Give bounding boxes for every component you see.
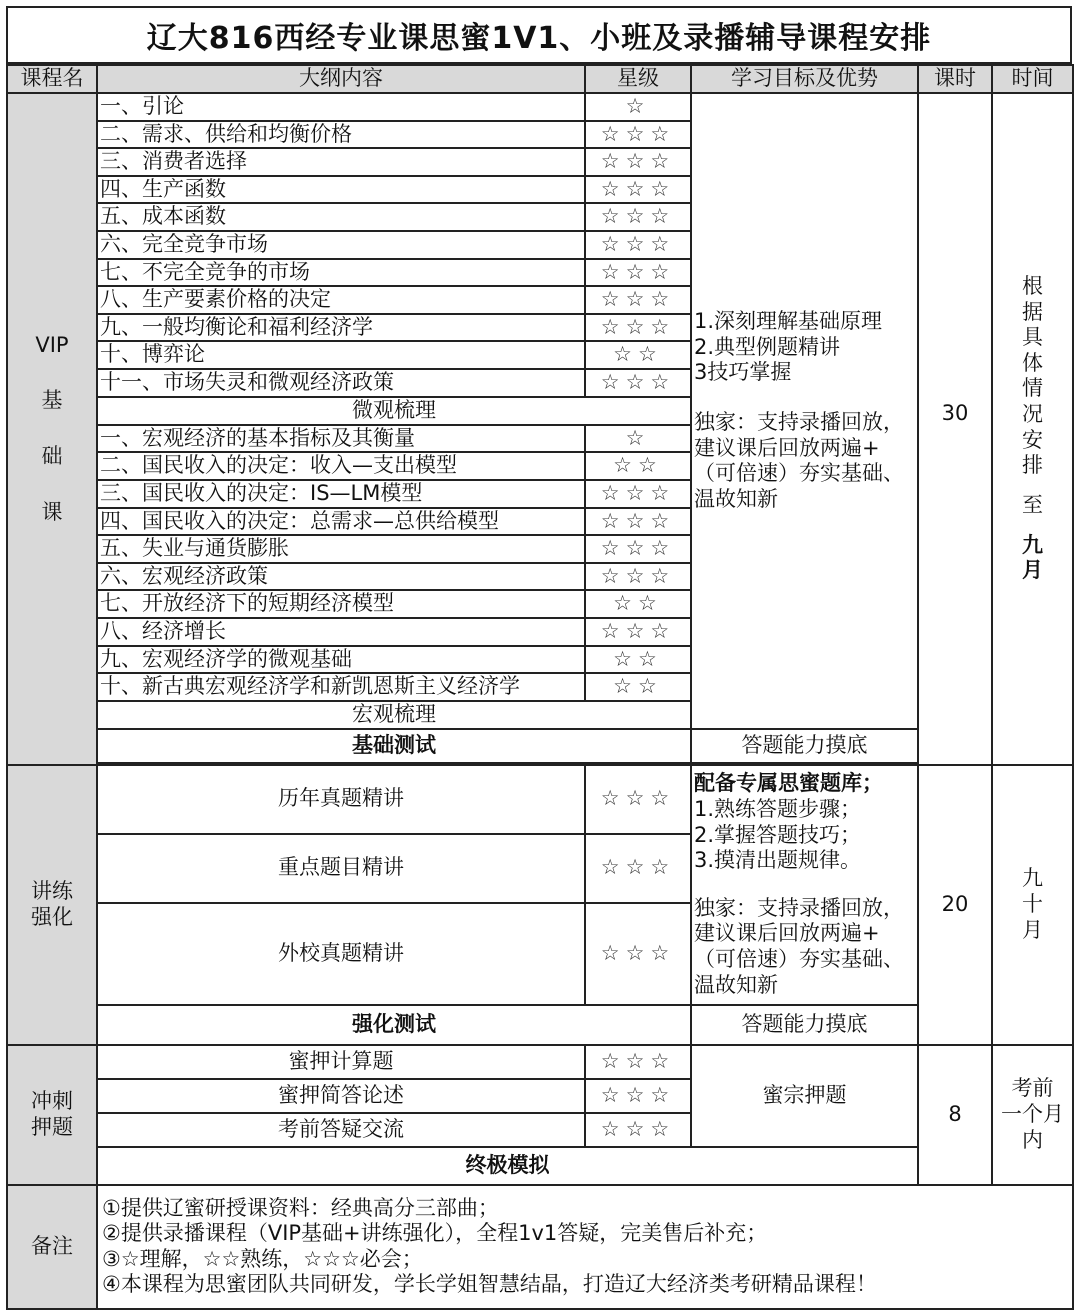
table-row — [7, 1045, 1073, 1079]
star-rating: ☆☆☆ — [585, 1079, 691, 1113]
notes-content — [97, 1185, 1073, 1309]
star-rating: ☆☆ — [585, 646, 691, 674]
header-course: 课程名 — [7, 65, 97, 93]
table-row — [7, 765, 1073, 834]
star-rating: ☆☆☆ — [585, 618, 691, 646]
vip-hours: 30 — [918, 93, 992, 765]
star-rating: ☆☆☆ — [585, 535, 691, 563]
practice-hours: 20 — [918, 765, 992, 1045]
topic-cell: 历年真题精讲 — [97, 765, 585, 834]
star-rating: ☆☆☆ — [585, 834, 691, 903]
star-rating: ☆☆ — [585, 590, 691, 618]
schedule-table — [6, 64, 1074, 1310]
topic-cell: 二、国民收入的决定：收入—支出模型 — [97, 452, 585, 480]
topic-cell: 八、生产要素价格的决定 — [97, 286, 585, 314]
star-rating: ☆☆ — [585, 673, 691, 701]
practice-time: 九 十 月 — [992, 765, 1073, 1045]
star-rating: ☆☆☆ — [585, 369, 691, 397]
practice-test-goal: 答题能力摸底 — [691, 1005, 918, 1045]
topic-cell: 重点题目精讲 — [97, 834, 585, 903]
notes-label: 备注 — [7, 1185, 97, 1309]
macro-summary-label: 宏观梳理 — [97, 701, 691, 729]
topic-cell: 六、完全竞争市场 — [97, 231, 585, 259]
topic-cell: 三、消费者选择 — [97, 148, 585, 176]
topic-cell: 八、经济增长 — [97, 618, 585, 646]
star-rating: ☆☆ — [585, 341, 691, 369]
topic-cell: 蜜押计算题 — [97, 1045, 585, 1079]
star-rating: ☆☆☆ — [585, 286, 691, 314]
section-sprint-name: 冲刺 押题 — [7, 1045, 97, 1185]
topic-cell: 十一、市场失灵和微观经济政策 — [97, 369, 585, 397]
page-title: 辽大816西经专业课思蜜1V1、小班及录播辅导课程安排 — [6, 6, 1072, 64]
star-rating: ☆☆☆ — [585, 1045, 691, 1079]
header-outline: 大纲内容 — [97, 65, 585, 93]
star-rating: ☆☆☆ — [585, 121, 691, 149]
topic-cell: 五、成本函数 — [97, 203, 585, 231]
star-rating: ☆☆☆ — [585, 765, 691, 834]
note-line: ③☆理解，☆☆熟练，☆☆☆必会； — [102, 1246, 423, 1271]
star-rating: ☆ — [585, 93, 691, 121]
star-rating: ☆☆☆ — [585, 1113, 691, 1147]
basic-test-goal: 答题能力摸底 — [691, 729, 918, 763]
header-hours: 课时 — [918, 65, 992, 93]
section-vip-name: VIP 基 础 课 — [7, 93, 97, 765]
sprint-hours: 8 — [918, 1045, 992, 1185]
table-row — [7, 1005, 1073, 1045]
topic-cell: 七、不完全竞争的市场 — [97, 259, 585, 287]
topic-cell: 蜜押简答论述 — [97, 1079, 585, 1113]
sprint-time: 考前 一个月 内 — [992, 1045, 1073, 1185]
topic-cell: 考前答疑交流 — [97, 1113, 585, 1147]
practice-test: 强化测试 — [97, 1005, 691, 1045]
topic-cell: 十、博弈论 — [97, 341, 585, 369]
star-rating: ☆☆☆ — [585, 314, 691, 342]
star-rating: ☆ — [585, 425, 691, 453]
notes-row — [7, 1185, 1073, 1309]
header-time: 时间 — [992, 65, 1073, 93]
topic-cell: 三、国民收入的决定：IS—LM模型 — [97, 480, 585, 508]
micro-summary-label: 微观梳理 — [97, 397, 691, 425]
topic-cell: 七、开放经济下的短期经济模型 — [97, 590, 585, 618]
topic-cell: 九、一般均衡论和福利经济学 — [97, 314, 585, 342]
section-practice-name: 讲练 强化 — [7, 765, 97, 1045]
vip-time: 根 据 具 体 情 况 安 排 至 九 月 — [992, 93, 1073, 765]
topic-cell: 五、失业与通货膨胀 — [97, 535, 585, 563]
star-rating: ☆☆☆ — [585, 563, 691, 591]
topic-cell: 二、需求、供给和均衡价格 — [97, 121, 585, 149]
star-rating: ☆☆☆ — [585, 231, 691, 259]
basic-test: 基础测试 — [97, 729, 691, 763]
practice-goals: 配备专属思蜜题库； 1.熟练答题步骤； 2.掌握答题技巧； 3.摸清出题规律。 独家：支持录播回放，建议课后回放两遍+（可倍速）夯实基础、温故知新 — [691, 765, 918, 1005]
sprint-test: 终极模拟 — [97, 1147, 918, 1185]
header-row — [7, 65, 1073, 93]
note-line: ①提供辽蜜研授课资料：经典高分三部曲； — [102, 1195, 499, 1220]
topic-cell: 六、宏观经济政策 — [97, 563, 585, 591]
vip-goals: 1.深刻理解基础原理 2.典型例题精讲 3技巧掌握 独家：支持录播回放，建议课后回放两遍+（可倍速）夯实基础、温故知新 — [691, 93, 918, 729]
star-rating: ☆☆☆ — [585, 508, 691, 536]
star-rating: ☆☆ — [585, 452, 691, 480]
sprint-goal: 蜜宗押题 — [691, 1045, 918, 1147]
table-row — [7, 1147, 1073, 1185]
topic-cell: 一、引论 — [97, 93, 585, 121]
star-rating: ☆☆☆ — [585, 480, 691, 508]
topic-cell: 一、宏观经济的基本指标及其衡量 — [97, 425, 585, 453]
star-rating: ☆☆☆ — [585, 903, 691, 1005]
table-row — [7, 93, 1073, 121]
topic-cell: 九、宏观经济学的微观基础 — [97, 646, 585, 674]
topic-cell: 外校真题精讲 — [97, 903, 585, 1005]
topic-cell: 四、生产函数 — [97, 176, 585, 204]
topic-cell: 十、新古典宏观经济学和新凯恩斯主义经济学 — [97, 673, 585, 701]
star-rating: ☆☆☆ — [585, 176, 691, 204]
star-rating: ☆☆☆ — [585, 148, 691, 176]
topic-cell: 四、国民收入的决定：总需求—总供给模型 — [97, 508, 585, 536]
note-line: ④本课程为思蜜团队共同研发，学长学姐智慧结晶，打造辽大经济类考研精品课程！ — [102, 1272, 877, 1297]
star-rating: ☆☆☆ — [585, 203, 691, 231]
header-goals: 学习目标及优势 — [691, 65, 918, 93]
table-row — [7, 729, 1073, 763]
header-stars: 星级 — [585, 65, 691, 93]
note-line: ②提供录播课程（VIP基础+讲练强化），全程1v1答疑，完美售后补充； — [102, 1221, 768, 1246]
star-rating: ☆☆☆ — [585, 259, 691, 287]
